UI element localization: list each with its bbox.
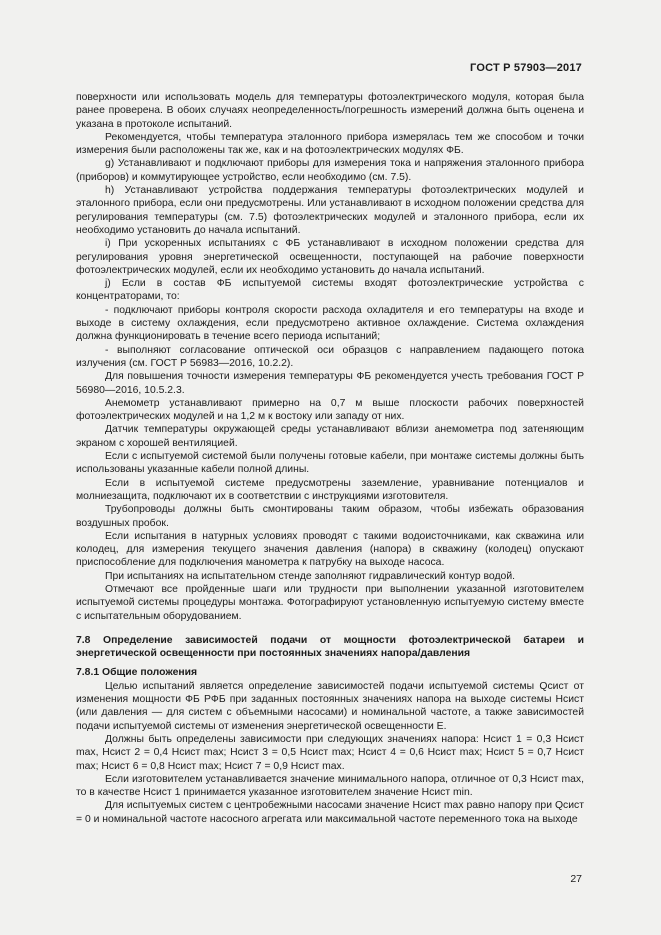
paragraph: Датчик температуры окружающей среды устанавливают вблизи анемометра под затеняющим экраном с хорошей вентиляцией. [76, 424, 584, 449]
page-number: 27 [570, 873, 582, 885]
paragraph: Если с испытуемой системой были получены готовые кабели, при монтаже системы должны быть использованы указанные кабели полной длины. [76, 451, 584, 476]
paragraph: Целью испытаний является определение зависимостей подачи испытуемой системы Qсист от изменения мощности ФБ PФБ при заданных постоянных значениях напора на выходе системы Hсист (или давления — для систем с объемными насосами) и номинальной частоте, а также зависимостей подачи испытуемой системы от изменения энергетической освещенности E. [76, 680, 584, 732]
subsection-heading: 7.8.1 Общие положения [76, 667, 198, 679]
list-item-h: h) Устанавливают устройства поддержания температуры фотоэлектрических модулей и эталонного прибора, если они предусмотрены. Или устанавливают в исходном положении средства для регулирования температуры (см. 7.5) фотоэлектрических модулей и эталонного прибора, если их необходимо установить до начала испытаний. [76, 185, 584, 236]
dash-item: - подключают приборы контроля скорости расхода охладителя и его температуры на входе и выходе в систему охлаждения, если предусмотрено активное охлаждение. Система охлаждения должна функционировать в течение всего периода испытаний; [76, 304, 584, 343]
paragraph: Если в испытуемой системе предусмотрены заземление, уравнивание потенциалов и молниезащита, подключают их в соответствии с инструкциями изготовителя. [76, 477, 584, 502]
list-item-j: j) Если в состав ФБ испытуемой системы входят фотоэлектрические устройства с концентраторами, то: [76, 278, 584, 303]
paragraph: При испытаниях на испытательном стенде заполняют гидравлический контур водой. [105, 570, 516, 582]
dash-item: - выполняют согласование оптической оси образцов с направлением падающего потока излучения (см. ГОСТ Р 56983—2016, 10.2.2). [76, 344, 584, 369]
list-item-i: i) При ускоренных испытаниях с ФБ устанавливают в исходном положении средства для регулирования уровня энергетической освещенности, поступающей на рабочие поверхности фотоэлектрических модулей, если их необходимо установить до начала испытаний. [76, 238, 584, 276]
paragraph: Трубопроводы должны быть смонтированы таким образом, чтобы избежать образования воздушных пробок. [76, 504, 584, 529]
list-item-g: g) Устанавливают и подключают приборы для измерения тока и напряжения эталонного прибора (приборов) и коммутирующее устройство, если необходимо (см. 7.5). [76, 158, 584, 183]
paragraph: Рекомендуется, чтобы температура эталонного прибора измерялась тем же способом и точки измерения были расположены так же, как и на фотоэлектрических модулях ФБ. [76, 131, 584, 157]
paragraph: поверхности или использовать модель для температуры фотоэлектрического модуля, которая была ранее проверена. В обоих случаях неопределенность/погрешность измерений должна быть оценена и указана в протоколе испытаний. [76, 92, 584, 130]
standard-code-header: ГОСТ Р 57903—2017 [470, 62, 582, 74]
paragraph: Если испытания в натурных условиях проводят с такими водоисточниками, как скважина или колодец, для измерения текущего значения давления (напора) в скважину (колодец) опускают приспособление для подключения манометра к патрубку на выходе насоса. [76, 530, 584, 569]
paragraph: Для испытуемых систем с центробежными насосами значение Hсист max равно напору при Qсист = 0 и номинальной частоте насосного агрегата или максимальной частоте переменного тока на выходе [76, 800, 584, 825]
section-heading: 7.8 Определение зависимостей подачи от мощности фотоэлектрической батареи и энергетической освещенности при постоянных значениях напора/давления [76, 634, 584, 660]
document-body [76, 91, 584, 826]
paragraph: Отмечают все пройденные шаги или трудности при выполнении указанной изготовителем испытуемой системы процедуры монтажа. Фотографируют установленную испытуемую систему вместе с испытательным оборудованием. [76, 583, 584, 622]
paragraph: Если изготовителем устанавливается значение минимального напора, отличное от 0,3 Hсист max, то в качестве Hсист 1 принимается указанное изготовителем значение Hсист min. [76, 773, 584, 799]
paragraph: Анемометр устанавливают примерно на 0,7 м выше плоскости рабочих поверхностей фотоэлектрических модулей и на 1,2 м к востоку или западу от них. [76, 397, 584, 423]
paragraph: Должны быть определены зависимости при следующих значениях напора: Hсист 1 = 0,3 Hсист max, Hсист 2 = 0,4 Hсист max; Hсист 3 = 0,5 Hсист max; Hсист 4 = 0,6 Hсист max; Hсист 5 = 0,7 Hсист max; Hсист 6 = 0,8 Hсист max; Hсист 7 = 0,9 Hсист max. [76, 733, 584, 772]
paragraph: Для повышения точности измерения температуры ФБ рекомендуется учесть требования ГОСТ Р 56980—2016, 10.5.2.3. [76, 371, 584, 396]
